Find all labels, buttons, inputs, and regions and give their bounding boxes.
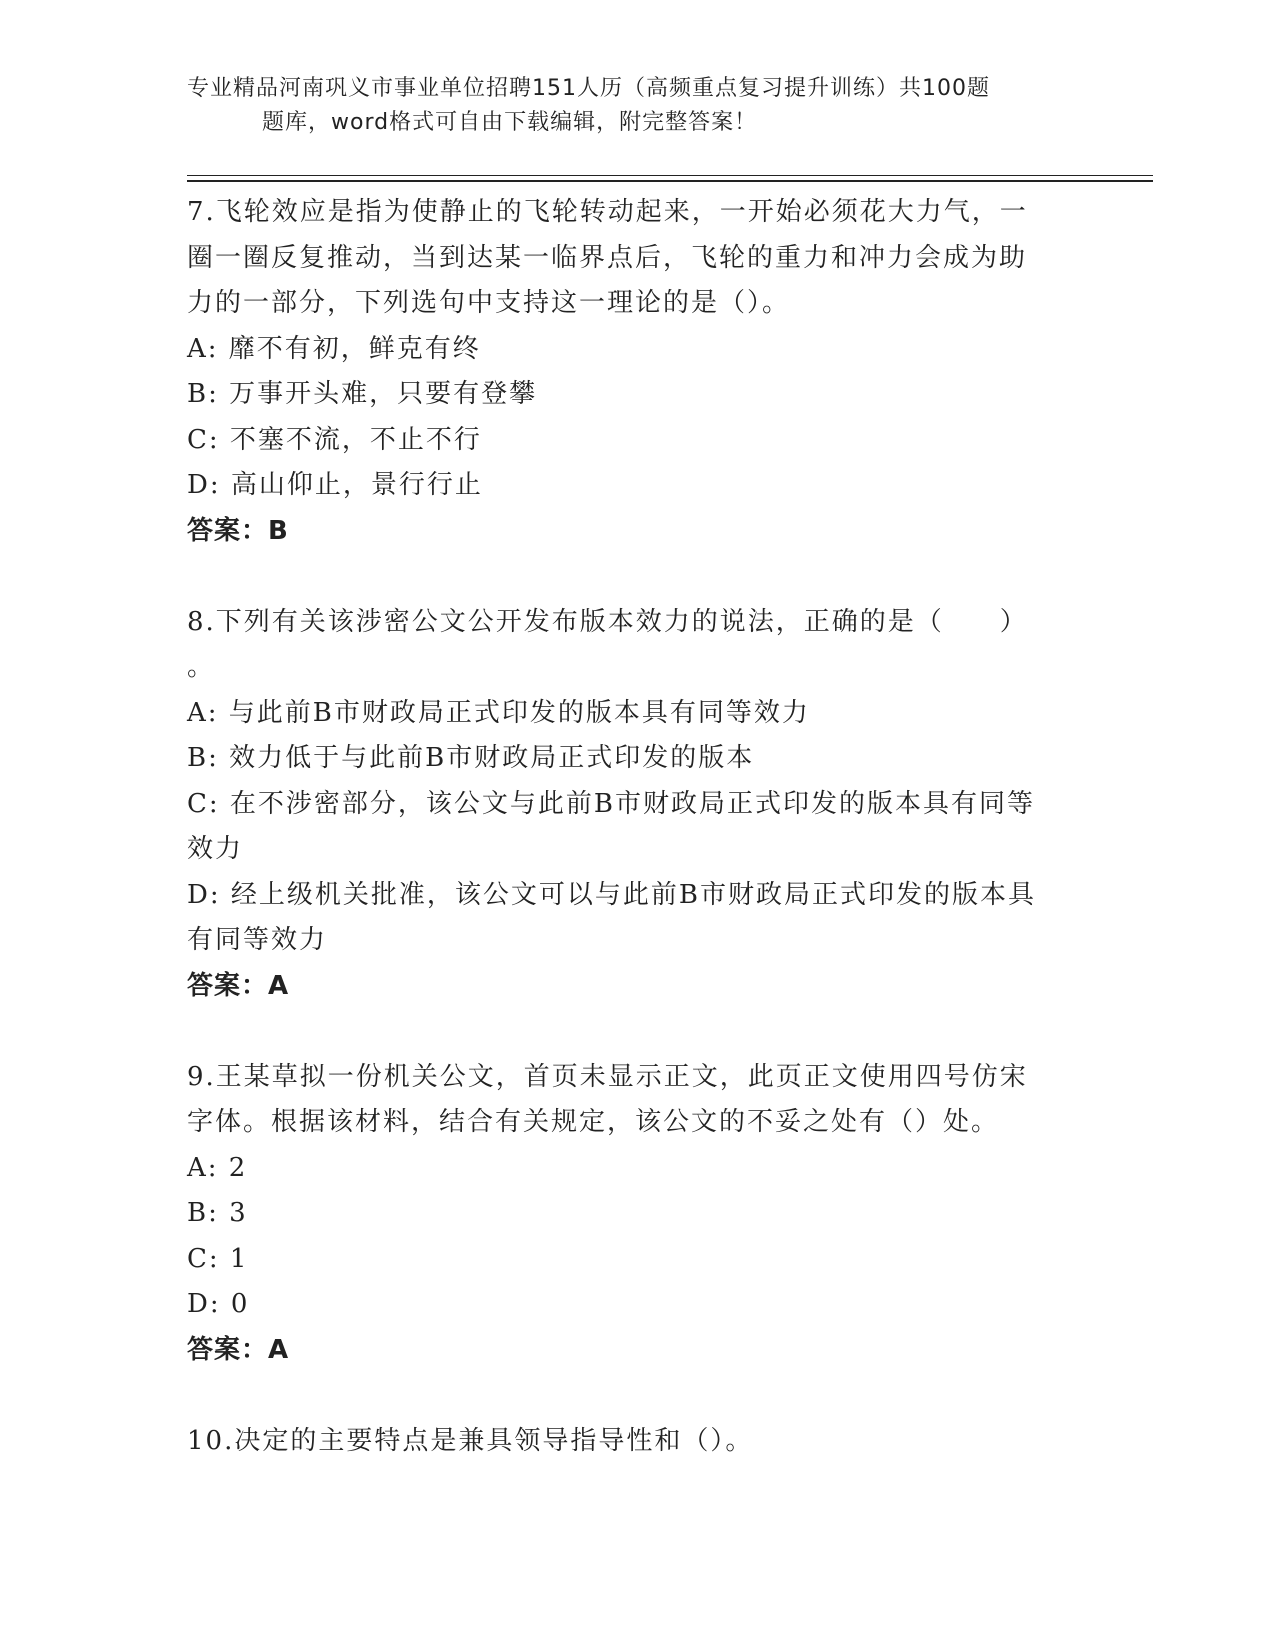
question-spacer bbox=[187, 554, 1087, 600]
question-7-line-2: 圈一圈反复推动，当到达某一临界点后，飞轮的重力和冲力会成为助 bbox=[187, 242, 1028, 273]
question-8-line-2: 。 bbox=[187, 652, 216, 682]
question-9-option-c: C: 1 bbox=[187, 1243, 249, 1274]
question-8 bbox=[187, 600, 1087, 1010]
question-9 bbox=[187, 1055, 1087, 1374]
question-8-option-b: B: 效力低于与此前B市财政局正式印发的版本 bbox=[187, 743, 755, 773]
question-10-line-1: 10.决定的主要特点是兼具领导指导性和（）。 bbox=[187, 1425, 754, 1456]
question-9-option-d: D: 0 bbox=[187, 1289, 250, 1319]
question-7 bbox=[187, 190, 1087, 554]
question-7-line-3: 力的一部分，下列选句中支持这一理论的是（）。 bbox=[187, 288, 791, 318]
question-spacer bbox=[187, 1373, 1087, 1419]
question-8-option-c-line-1: C: 在不涉密部分，该公文与此前B市财政局正式印发的版本具有同等 bbox=[187, 788, 1036, 819]
header-title-line-2: 题库，word格式可自由下载编辑，附完整答案！ bbox=[262, 110, 758, 135]
question-9-option-b: B: 3 bbox=[187, 1198, 248, 1228]
question-7-line-1: 7.飞轮效应是指为使静止的飞轮转动起来，一开始必须花大力气，一 bbox=[187, 197, 1028, 227]
question-7-option-a: A: 靡不有初，鲜克有终 bbox=[187, 333, 481, 364]
question-8-option-d-line-2: 有同等效力 bbox=[187, 925, 328, 955]
question-list bbox=[187, 190, 1087, 1464]
question-9-option-a: A: 2 bbox=[187, 1152, 248, 1183]
question-8-option-a: A: 与此前B市财政局正式印发的版本具有同等效力 bbox=[187, 697, 810, 728]
question-7-option-c: C: 不塞不流，不止不行 bbox=[187, 424, 482, 455]
question-9-line-1: 9.王某草拟一份机关公文，首页未显示正文，此页正文使用四号仿宋 bbox=[187, 1061, 1028, 1092]
question-8-line-1: 8.下列有关该涉密公文公开发布版本效力的说法，正确的是（ ） bbox=[187, 606, 1028, 637]
question-8-option-d-line-1: D: 经上级机关批准，该公文可以与此前B市财政局正式印发的版本具 bbox=[187, 879, 1036, 910]
header-divider-thin bbox=[187, 175, 1153, 176]
question-7-option-d: D: 高山仰止，景行行止 bbox=[187, 470, 483, 500]
question-8-answer: 答案：A bbox=[187, 970, 290, 1001]
question-7-option-b: B: 万事开头难，只要有登攀 bbox=[187, 379, 538, 409]
question-7-answer: 答案：B bbox=[187, 515, 289, 546]
question-10 bbox=[187, 1419, 1087, 1465]
header-title-line-1: 专业精品河南巩义市事业单位招聘151人历（高频重点复习提升训练）共100题 bbox=[187, 76, 990, 101]
header-divider-thick bbox=[187, 180, 1153, 182]
question-spacer bbox=[187, 1009, 1087, 1055]
question-9-answer: 答案：A bbox=[187, 1334, 290, 1365]
question-8-option-c-line-2: 效力 bbox=[187, 834, 244, 864]
question-9-line-2: 字体。根据该材料，结合有关规定，该公文的不妥之处有（）处。 bbox=[187, 1107, 1000, 1137]
